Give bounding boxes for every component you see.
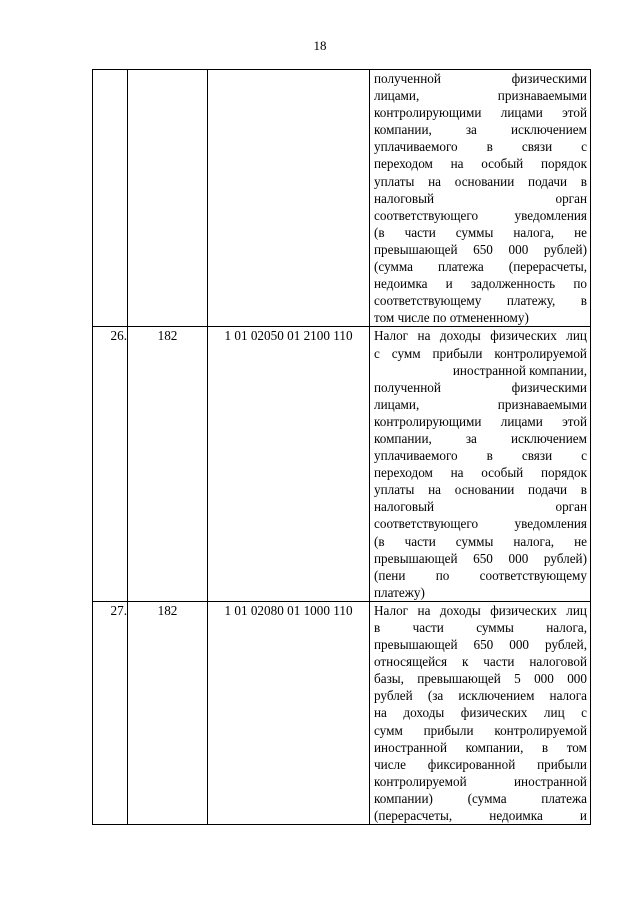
description-line: компании) (сумма платежа (374, 790, 587, 806)
table-row (93, 70, 591, 327)
row-number (93, 70, 128, 327)
description-line: полученной физическими (374, 71, 587, 86)
description-line: налоговый орган (374, 499, 587, 515)
income-description (370, 601, 591, 824)
income-description (370, 327, 591, 602)
description-line: (в части суммы налога, не (374, 224, 587, 240)
description-line: Налог на доходы физических лиц (374, 328, 587, 344)
description-line: переходом на особый порядок (374, 465, 587, 481)
budget-classification-table (92, 69, 591, 825)
description-line: контролирующими лицами этой (374, 413, 587, 429)
description-line: относящейся к части налоговой (374, 654, 587, 670)
row-number: 27. (93, 601, 128, 824)
description-line: превышающей 650 000 рублей) (374, 241, 587, 257)
description-line: соответствующему платежу, в (374, 293, 587, 309)
budget-classification-code: 1 01 02080 01 1000 110 (208, 601, 370, 824)
description-line: компании, за исключением (374, 430, 587, 446)
description-line: иностранной компании, в том (374, 739, 587, 755)
description-line: контролирующими лицами этой (374, 105, 587, 121)
description-line: полученной физическими (374, 379, 587, 395)
description-line: уплаты на основании подачи в (374, 482, 587, 498)
description-line: лицами, признаваемыми (374, 396, 587, 412)
description-line: уплачиваемого в связи с (374, 448, 587, 464)
description-line: (перерасчеты, недоимка и (374, 808, 587, 824)
description-line: в части суммы налога, (374, 620, 587, 635)
description-line: лицами, признаваемыми (374, 88, 587, 104)
description-line: том числе по отмененному) (374, 310, 529, 326)
description-line: уплачиваемого в связи с (374, 139, 587, 155)
description-line: контролируемой иностранной (374, 773, 587, 789)
description-line: рублей (за исключением налога (374, 688, 587, 704)
income-description (370, 70, 591, 327)
description-line: иностранной компании, (452, 362, 587, 378)
row-number: 26. (93, 327, 128, 602)
description-line: на доходы физических лиц с (374, 705, 587, 721)
description-line: числе фиксированной прибыли (374, 756, 587, 772)
description-line: превышающей 650 000 рублей) (374, 550, 587, 566)
description-line: платежу) (374, 584, 425, 600)
description-line: базы, превышающей 5 000 000 (374, 671, 587, 687)
description-line: компании, за исключением (374, 122, 587, 138)
description-line: соответствующего уведомления (374, 516, 587, 532)
description-line: Налог на доходы физических лиц (374, 602, 587, 618)
description-line: налоговый орган (374, 190, 587, 206)
table-row (93, 601, 591, 824)
description-line: с сумм прибыли контролируемой (374, 345, 587, 361)
budget-classification-code (208, 70, 370, 327)
description-line: (в части суммы налога, не (374, 533, 587, 549)
table-row (93, 327, 591, 602)
description-line: превышающей 650 000 рублей, (374, 637, 587, 653)
description-line: (пени по соответствующему (374, 567, 587, 583)
description-line: уплаты на основании подачи в (374, 173, 587, 189)
description-line: (сумма платежа (перерасчеты, (374, 259, 587, 275)
administrator-code: 182 (128, 327, 208, 602)
administrator-code (128, 70, 208, 327)
description-line: соответствующего уведомления (374, 207, 587, 223)
page-number: 18 (313, 38, 327, 53)
administrator-code: 182 (128, 601, 208, 824)
description-line: переходом на особый порядок (374, 156, 587, 172)
description-line: сумм прибыли контролируемой (374, 722, 587, 738)
description-line: недоимка и задолженность по (374, 276, 587, 292)
budget-classification-code: 1 01 02050 01 2100 110 (208, 327, 370, 602)
